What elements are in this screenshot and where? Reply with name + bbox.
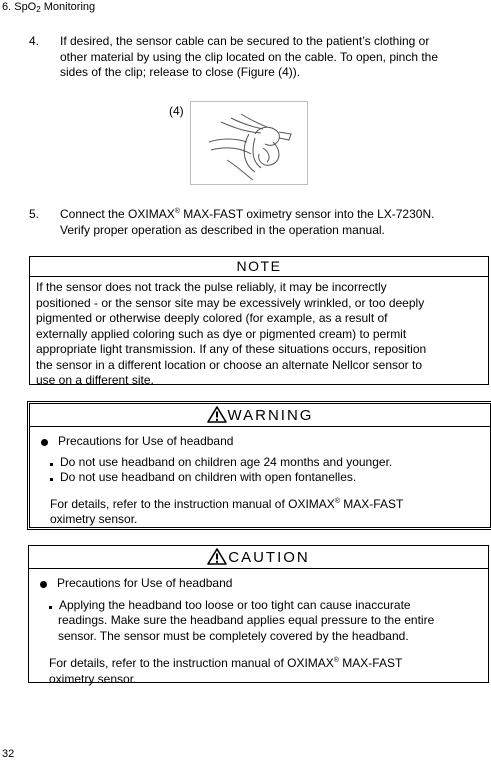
step-4-line: sides of the clip; release to close (Figure (4)). [60,65,301,79]
header-text: 6. SpO [2,1,37,13]
note-line: externally applied coloring such as dye or pigmented cream) to permit [36,326,407,341]
caution-details: For details, refer to the instruction manual of OXIMAX® MAX-FAST oximetry sensor. [49,656,403,686]
step-4-line: other material by using the clip located on the cable. To open, pinch the [60,49,439,64]
caution-heading: Precautions for Use of headband [29,576,488,592]
sub-bullet-icon [50,463,53,466]
sub-bullet-icon [49,606,52,609]
sensor-clip-figure [190,101,308,185]
registered-mark: ® [174,208,180,215]
warning-title-text: WARNING [227,407,314,424]
note-title: NOTE [30,257,488,277]
warning-title [30,404,490,427]
warning-heading: Precautions for Use of headband [30,434,490,450]
warning-box [27,401,491,530]
sensor-clip-illustration [191,102,307,184]
warning-item: Do not use headband on children with open fontanelles. [30,470,490,486]
step-5-line: Verify proper operation as described in the operation manual. [60,222,385,237]
warning-details: For details, refer to the instruction manual of OXIMAX® MAX-FAST oximetry sensor. [50,496,404,526]
step-5-text [60,207,490,238]
bullet-icon [40,581,47,588]
caution-item-line: sensor. The sensor must be completely covered by the headband. [58,628,409,643]
note-box [29,256,489,385]
bullet-icon [41,439,48,446]
page-header [2,1,95,13]
registered-mark: ® [333,657,339,664]
header-subscript: 2 [36,5,41,14]
step-5-line: Connect the OXIMAX® MAX-FAST oximetry sensor into the LX-7230N. [60,207,435,221]
note-line: the sensor in a different location or choose an alternate Nellcor sensor to [36,357,423,372]
warning-triangle-icon [207,406,227,423]
caution-item: Applying the headband too loose or too tight can cause inaccurate [29,598,488,614]
registered-mark: ® [334,497,340,505]
warning-item: Do not use headband on children age 24 months and younger. [30,455,490,471]
header-text-suffix: Monitoring [40,1,96,13]
page-number: 32 [2,748,15,760]
step-4-text [60,34,490,81]
caution-box [28,545,489,686]
step-4-number: 4. [29,34,40,48]
note-line: use on a different site. [36,373,154,387]
note-line: positioned - or the sensor site may be excessively wrinkled, or too deeply [36,295,425,310]
note-line: appropriate light transmission. If any of these situations occurs, reposition [36,342,427,356]
warning-triangle-icon [207,548,227,565]
step-5-number: 5. [29,207,40,221]
note-body [30,277,488,389]
sub-bullet-icon [50,478,53,481]
note-line: If the sensor does not track the pulse reliably, it may be incorrectly [36,280,387,294]
caution-title-text: CAUTION [228,549,310,566]
caution-title [29,546,488,569]
caution-item-line: readings. Make sure the headband applies equal pressure to the entire [58,613,435,627]
figure-label: (4) [169,104,184,118]
step-4-line: If desired, the sensor cable can be secured to the patient’s clothing or [60,34,430,48]
note-line: pigmented or otherwise deeply colored (for example, as a result of [36,311,388,325]
